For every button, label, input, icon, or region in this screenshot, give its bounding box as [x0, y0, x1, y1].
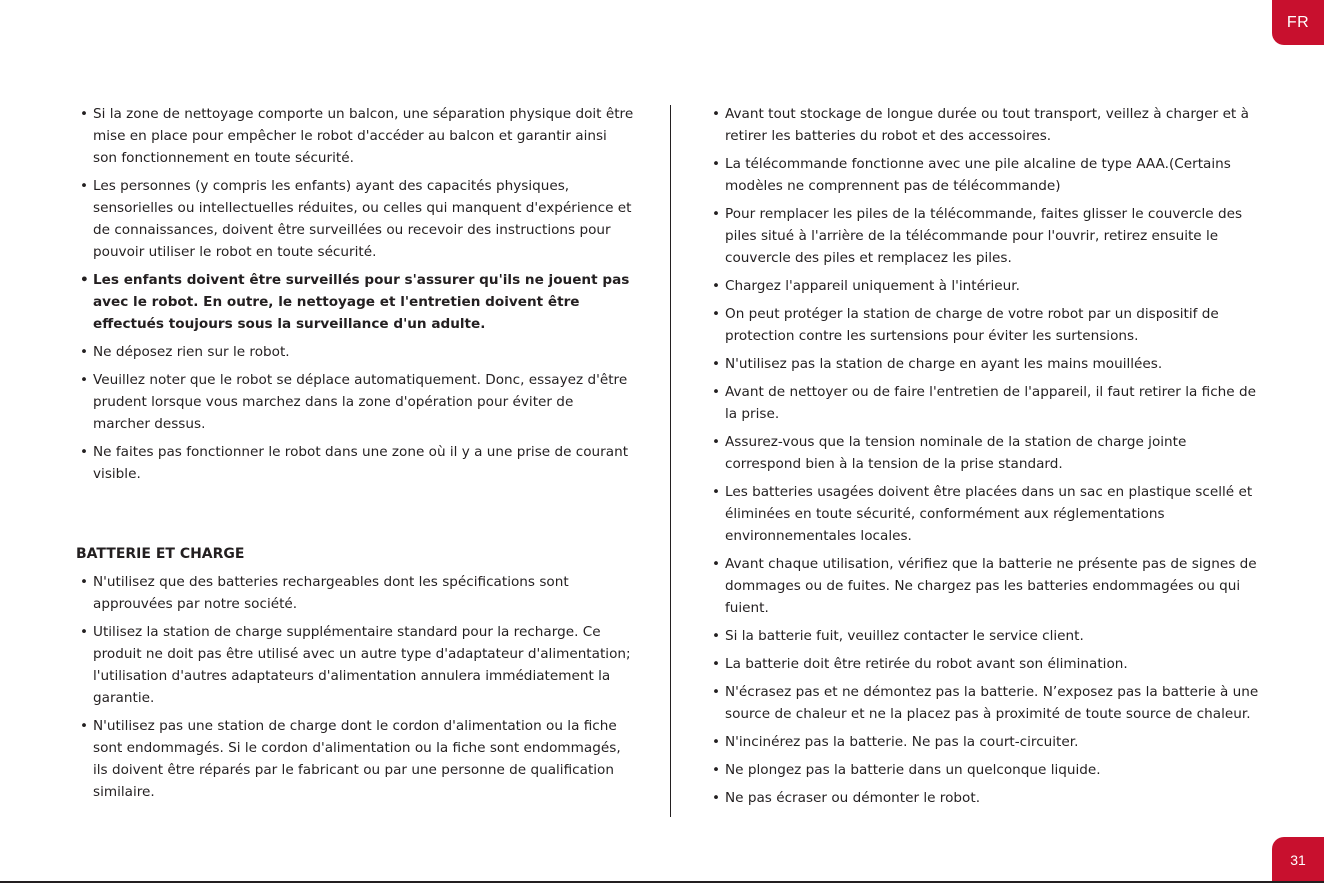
list-item: • Si la zone de nettoyage comporte un balcon, une séparation physique doit être mise en place pour empêcher le robot d'accéder au balcon et garantir ainsi son fonctionnement en toute sécurité.: [78, 103, 634, 169]
list-item: • Ne déposez rien sur le robot.: [78, 341, 634, 363]
list-item-emphasized: • Les enfants doivent être surveillés pour s'assurer qu'ils ne jouent pas avec le robot. En outre, le nettoyage et l'entretien doivent être effectués toujours sous la surveillance d'un adulte.: [78, 269, 634, 335]
list-item: • Les batteries usagées doivent être placées dans un sac en plastique scellé et éliminées en toute sécurité, conformément aux réglementations environnementales locales.: [710, 481, 1266, 547]
list-item: • N'utilisez pas une station de charge dont le cordon d'alimentation ou la fiche sont endommagés. Si le cordon d'alimentation ou la fiche sont endommagés, ils doivent être réparés par le fabricant ou par une personne de qualification similaire.: [78, 715, 634, 803]
left-column: [78, 103, 634, 809]
battery-list: [78, 571, 634, 803]
list-item: • Ne pas écraser ou démonter le robot.: [710, 787, 1266, 809]
language-tab: [1272, 0, 1324, 45]
list-item: • Avant tout stockage de longue durée ou tout transport, veillez à charger et à retirer les batteries du robot et des accessoires.: [710, 103, 1266, 147]
list-item: • N'utilisez pas la station de charge en ayant les mains mouillées.: [710, 353, 1266, 375]
list-item: • Assurez-vous que la tension nominale de la station de charge jointe correspond bien à la tension de la prise standard.: [710, 431, 1266, 475]
list-item: • Ne plongez pas la batterie dans un quelconque liquide.: [710, 759, 1266, 781]
list-item: • N'incinérez pas la batterie. Ne pas la court-circuiter.: [710, 731, 1266, 753]
list-item: • Utilisez la station de charge supplémentaire standard pour la recharge. Ce produit ne doit pas être utilisé avec un autre type d'adaptateur d'alimentation; l'utilisation d'autres adaptateurs d'alimentation annulera immédiatement la garantie.: [78, 621, 634, 709]
list-item: • Pour remplacer les piles de la télécommande, faites glisser le couvercle des piles situé à l'arrière de la télécommande pour l'ouvrir, retirez ensuite le couvercle des piles et remplacez les piles.: [710, 203, 1266, 269]
list-item: • Chargez l'appareil uniquement à l'intérieur.: [710, 275, 1266, 297]
list-item: • Avant chaque utilisation, vérifiez que la batterie ne présente pas de signes de dommages ou de fuites. Ne chargez pas les batteries endommagées ou qui fuient.: [710, 553, 1266, 619]
page-number-tab: [1272, 837, 1324, 883]
list-item: • Avant de nettoyer ou de faire l'entretien de l'appareil, il faut retirer la fiche de la prise.: [710, 381, 1266, 425]
section-heading: BATTERIE ET CHARGE: [76, 546, 245, 562]
list-item: • La batterie doit être retirée du robot avant son élimination.: [710, 653, 1266, 675]
list-item: • Les personnes (y compris les enfants) ayant des capacités physiques, sensorielles ou intellectuelles réduites, ou celles qui manquent d'expérience et de connaissances, doivent être surveillées ou recevoir des instructions pour pouvoir utiliser le robot en toute sécurité.: [78, 175, 634, 263]
list-item: • Si la batterie fuit, veuillez contacter le service client.: [710, 625, 1266, 647]
column-divider: [670, 105, 671, 817]
list-item: • N'utilisez que des batteries rechargeables dont les spécifications sont approuvées par notre société.: [78, 571, 634, 615]
list-item: • On peut protéger la station de charge de votre robot par un dispositif de protection contre les surtensions pour éviter les surtensions.: [710, 303, 1266, 347]
right-column: [710, 103, 1266, 815]
safety-list: [78, 103, 634, 485]
list-item: • La télécommande fonctionne avec une pile alcaline de type AAA.(Certains modèles ne comprennent pas de télécommande): [710, 153, 1266, 197]
list-item: • Veuillez noter que le robot se déplace automatiquement. Donc, essayez d'être prudent lorsque vous marchez dans la zone d'opération pour éviter de marcher dessus.: [78, 369, 634, 435]
list-item: • Ne faites pas fonctionner le robot dans une zone où il y a une prise de courant visible.: [78, 441, 634, 485]
page-number: 31: [1290, 852, 1306, 868]
language-label: FR: [1286, 13, 1310, 31]
battery-safety-list: [710, 103, 1266, 809]
list-item: • N'écrasez pas et ne démontez pas la batterie. N’exposez pas la batterie à une source de chaleur et ne la placez pas à proximité de toute source de chaleur.: [710, 681, 1266, 725]
